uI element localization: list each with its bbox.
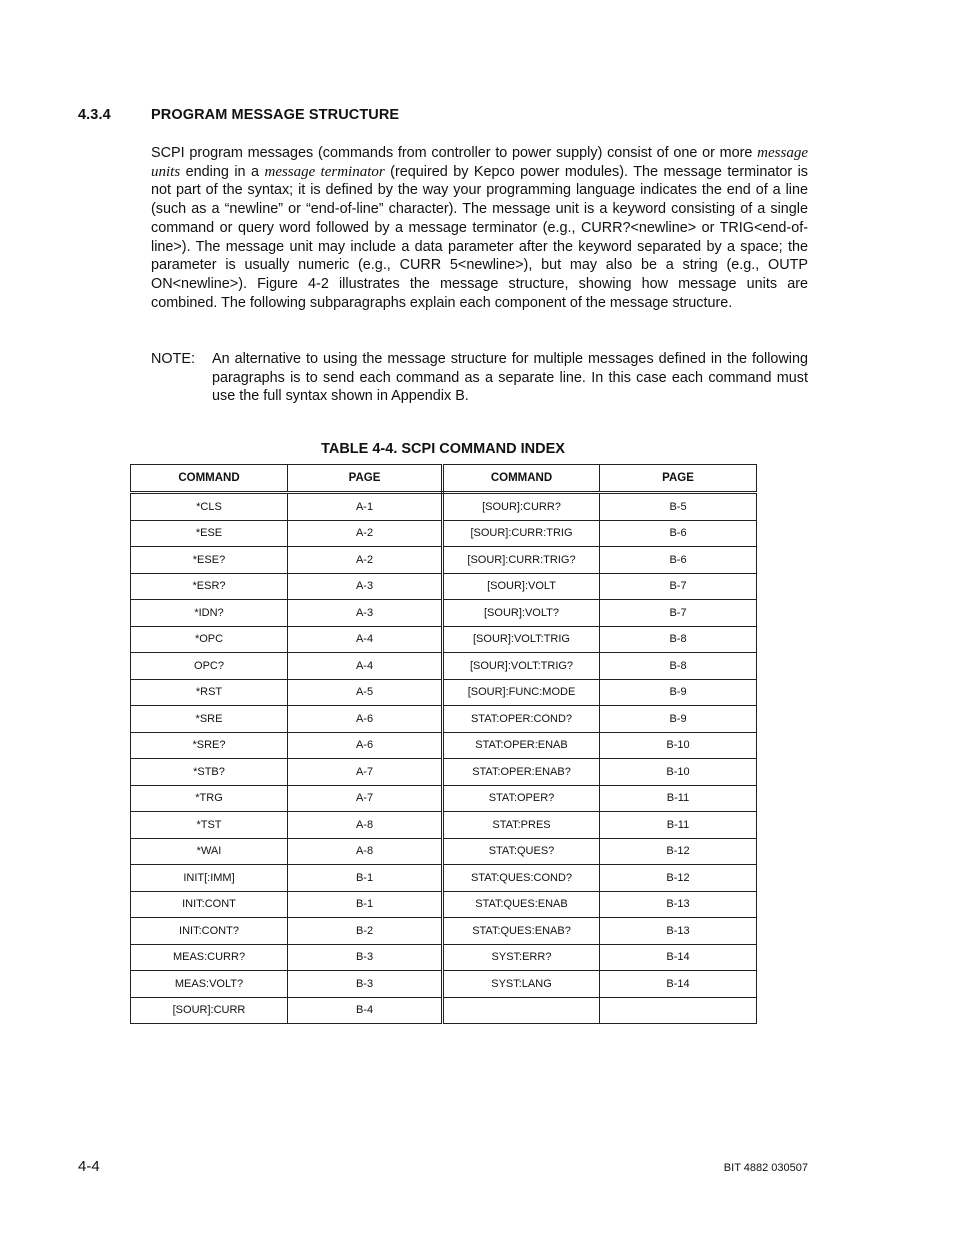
note-text: An alternative to using the message structure for multiple messages defined in the following paragraphs is to send each command as a separate line. In this case each command must use the full syntax shown in Appendix B.	[212, 351, 808, 405]
command-cell: INIT[:IMM]	[131, 865, 288, 892]
command-cell	[443, 997, 600, 1024]
command-cell: *ESE	[131, 520, 288, 547]
scpi-command-index-table	[130, 464, 757, 1024]
body-emphasis-message-terminator: message terminator	[264, 163, 385, 180]
section-number: 4.3.4	[78, 107, 111, 123]
command-cell: STAT:QUES:COND?	[443, 865, 600, 892]
command-cell: STAT:OPER?	[443, 785, 600, 812]
page-cell: B-8	[600, 653, 757, 680]
command-cell: [SOUR]:VOLT:TRIG?	[443, 653, 600, 680]
section-heading	[78, 107, 399, 123]
command-cell: MEAS:VOLT?	[131, 971, 288, 998]
command-cell: *IDN?	[131, 600, 288, 627]
command-cell: *ESR?	[131, 573, 288, 600]
command-cell: OPC?	[131, 653, 288, 680]
table-row	[131, 971, 757, 998]
command-cell: *TRG	[131, 785, 288, 812]
page-cell: B-13	[600, 918, 757, 945]
page-cell: B-11	[600, 785, 757, 812]
page-cell: A-6	[288, 706, 443, 733]
table-row	[131, 706, 757, 733]
page-cell: B-1	[288, 891, 443, 918]
page-cell: B-9	[600, 679, 757, 706]
page-cell: B-9	[600, 706, 757, 733]
page-cell: B-13	[600, 891, 757, 918]
command-cell: STAT:OPER:COND?	[443, 706, 600, 733]
table-row	[131, 785, 757, 812]
header-page-1: PAGE	[288, 465, 443, 493]
command-cell: STAT:QUES?	[443, 838, 600, 865]
table-row	[131, 600, 757, 627]
document-id: BIT 4882 030507	[723, 1162, 808, 1174]
table-row	[131, 732, 757, 759]
page-number: 4-4	[78, 1158, 100, 1175]
table-header-row	[131, 465, 757, 493]
body-text-3: (required by Kepco power modules). The message terminator is not part of the syntax; it is defined by the way your programming language indicates the end of a line (such as a “newline” or “end-of-line” character). The message unit is a keyword consisting of a single command or query word followed by a message terminator (e.g., CURR?<newline> or TRIG<end-of-line>). The message unit may include a data parameter after the keyword separated by a space; the parameter is usually numeric (e.g., CURR 5<newline>), but may also be a string (e.g., OUTP ON<newline>). Figure 4-2 illustrates the message structure, showing how message units are combined. The following subparagraphs explain each component of the message structure.	[151, 163, 808, 311]
page-cell: B-3	[288, 971, 443, 998]
table-row	[131, 626, 757, 653]
command-cell: [SOUR]:VOLT	[443, 573, 600, 600]
page-cell: B-5	[600, 493, 757, 521]
table-row	[131, 547, 757, 574]
command-cell: STAT:OPER:ENAB?	[443, 759, 600, 786]
note-block	[151, 350, 808, 406]
table-row	[131, 493, 757, 521]
page-cell	[600, 997, 757, 1024]
header-command-1: COMMAND	[131, 465, 288, 493]
page-cell: A-4	[288, 626, 443, 653]
body-emphasis-message-units: message units	[151, 145, 808, 180]
note-label: NOTE:	[151, 351, 195, 367]
page-cell: B-11	[600, 812, 757, 839]
page-cell: A-4	[288, 653, 443, 680]
page-cell: A-7	[288, 759, 443, 786]
table-row	[131, 918, 757, 945]
page-cell: A-3	[288, 573, 443, 600]
page-cell: B-10	[600, 732, 757, 759]
page-cell: B-4	[288, 997, 443, 1024]
command-cell: [SOUR]:FUNC:MODE	[443, 679, 600, 706]
command-cell: SYST:LANG	[443, 971, 600, 998]
page-cell: B-3	[288, 944, 443, 971]
table-row	[131, 865, 757, 892]
page-cell: A-8	[288, 812, 443, 839]
command-cell: *ESE?	[131, 547, 288, 574]
table-row	[131, 997, 757, 1024]
page-cell: B-14	[600, 971, 757, 998]
page-cell: A-2	[288, 520, 443, 547]
body-text-1: SCPI program messages (commands from controller to power supply) consist of one or more	[151, 145, 758, 161]
command-cell: INIT:CONT?	[131, 918, 288, 945]
command-cell: *OPC	[131, 626, 288, 653]
table-row	[131, 891, 757, 918]
command-cell: INIT:CONT	[131, 891, 288, 918]
body-text-2: ending in a	[180, 163, 265, 180]
command-cell: [SOUR]:CURR:TRIG?	[443, 547, 600, 574]
table-row	[131, 838, 757, 865]
command-cell: [SOUR]:CURR?	[443, 493, 600, 521]
command-cell: *STB?	[131, 759, 288, 786]
table-row	[131, 520, 757, 547]
command-cell: STAT:PRES	[443, 812, 600, 839]
page-cell: B-1	[288, 865, 443, 892]
header-command-2: COMMAND	[443, 465, 600, 493]
page-cell: A-7	[288, 785, 443, 812]
page-cell: A-5	[288, 679, 443, 706]
table-row	[131, 812, 757, 839]
command-cell: STAT:QUES:ENAB	[443, 891, 600, 918]
table-row	[131, 653, 757, 680]
page-cell: B-7	[600, 573, 757, 600]
command-cell: [SOUR]:VOLT?	[443, 600, 600, 627]
page-cell: A-6	[288, 732, 443, 759]
page-cell: A-1	[288, 493, 443, 521]
command-cell: *SRE	[131, 706, 288, 733]
page-cell: B-7	[600, 600, 757, 627]
page-cell: B-12	[600, 865, 757, 892]
command-cell: [SOUR]:VOLT:TRIG	[443, 626, 600, 653]
command-cell: STAT:QUES:ENAB?	[443, 918, 600, 945]
command-cell: *WAI	[131, 838, 288, 865]
page-cell: B-10	[600, 759, 757, 786]
page-cell: B-6	[600, 547, 757, 574]
command-cell: STAT:OPER:ENAB	[443, 732, 600, 759]
table-row	[131, 679, 757, 706]
command-cell: *SRE?	[131, 732, 288, 759]
section-title: PROGRAM MESSAGE STRUCTURE	[151, 107, 400, 123]
header-page-2: PAGE	[600, 465, 757, 493]
page-cell: A-2	[288, 547, 443, 574]
page-cell: A-3	[288, 600, 443, 627]
command-cell: [SOUR]:CURR	[131, 997, 288, 1024]
command-cell: [SOUR]:CURR:TRIG	[443, 520, 600, 547]
command-cell: SYST:ERR?	[443, 944, 600, 971]
table-row	[131, 759, 757, 786]
page-cell: B-8	[600, 626, 757, 653]
command-cell: MEAS:CURR?	[131, 944, 288, 971]
page-cell: B-6	[600, 520, 757, 547]
page-cell: B-14	[600, 944, 757, 971]
table-row	[131, 573, 757, 600]
command-cell: *RST	[131, 679, 288, 706]
table-row	[131, 944, 757, 971]
command-cell: *TST	[131, 812, 288, 839]
table-title: TABLE 4-4. SCPI COMMAND INDEX	[321, 441, 565, 457]
page-cell: B-12	[600, 838, 757, 865]
body-paragraph	[151, 144, 808, 312]
page-cell: B-2	[288, 918, 443, 945]
page-cell: A-8	[288, 838, 443, 865]
command-cell: *CLS	[131, 493, 288, 521]
